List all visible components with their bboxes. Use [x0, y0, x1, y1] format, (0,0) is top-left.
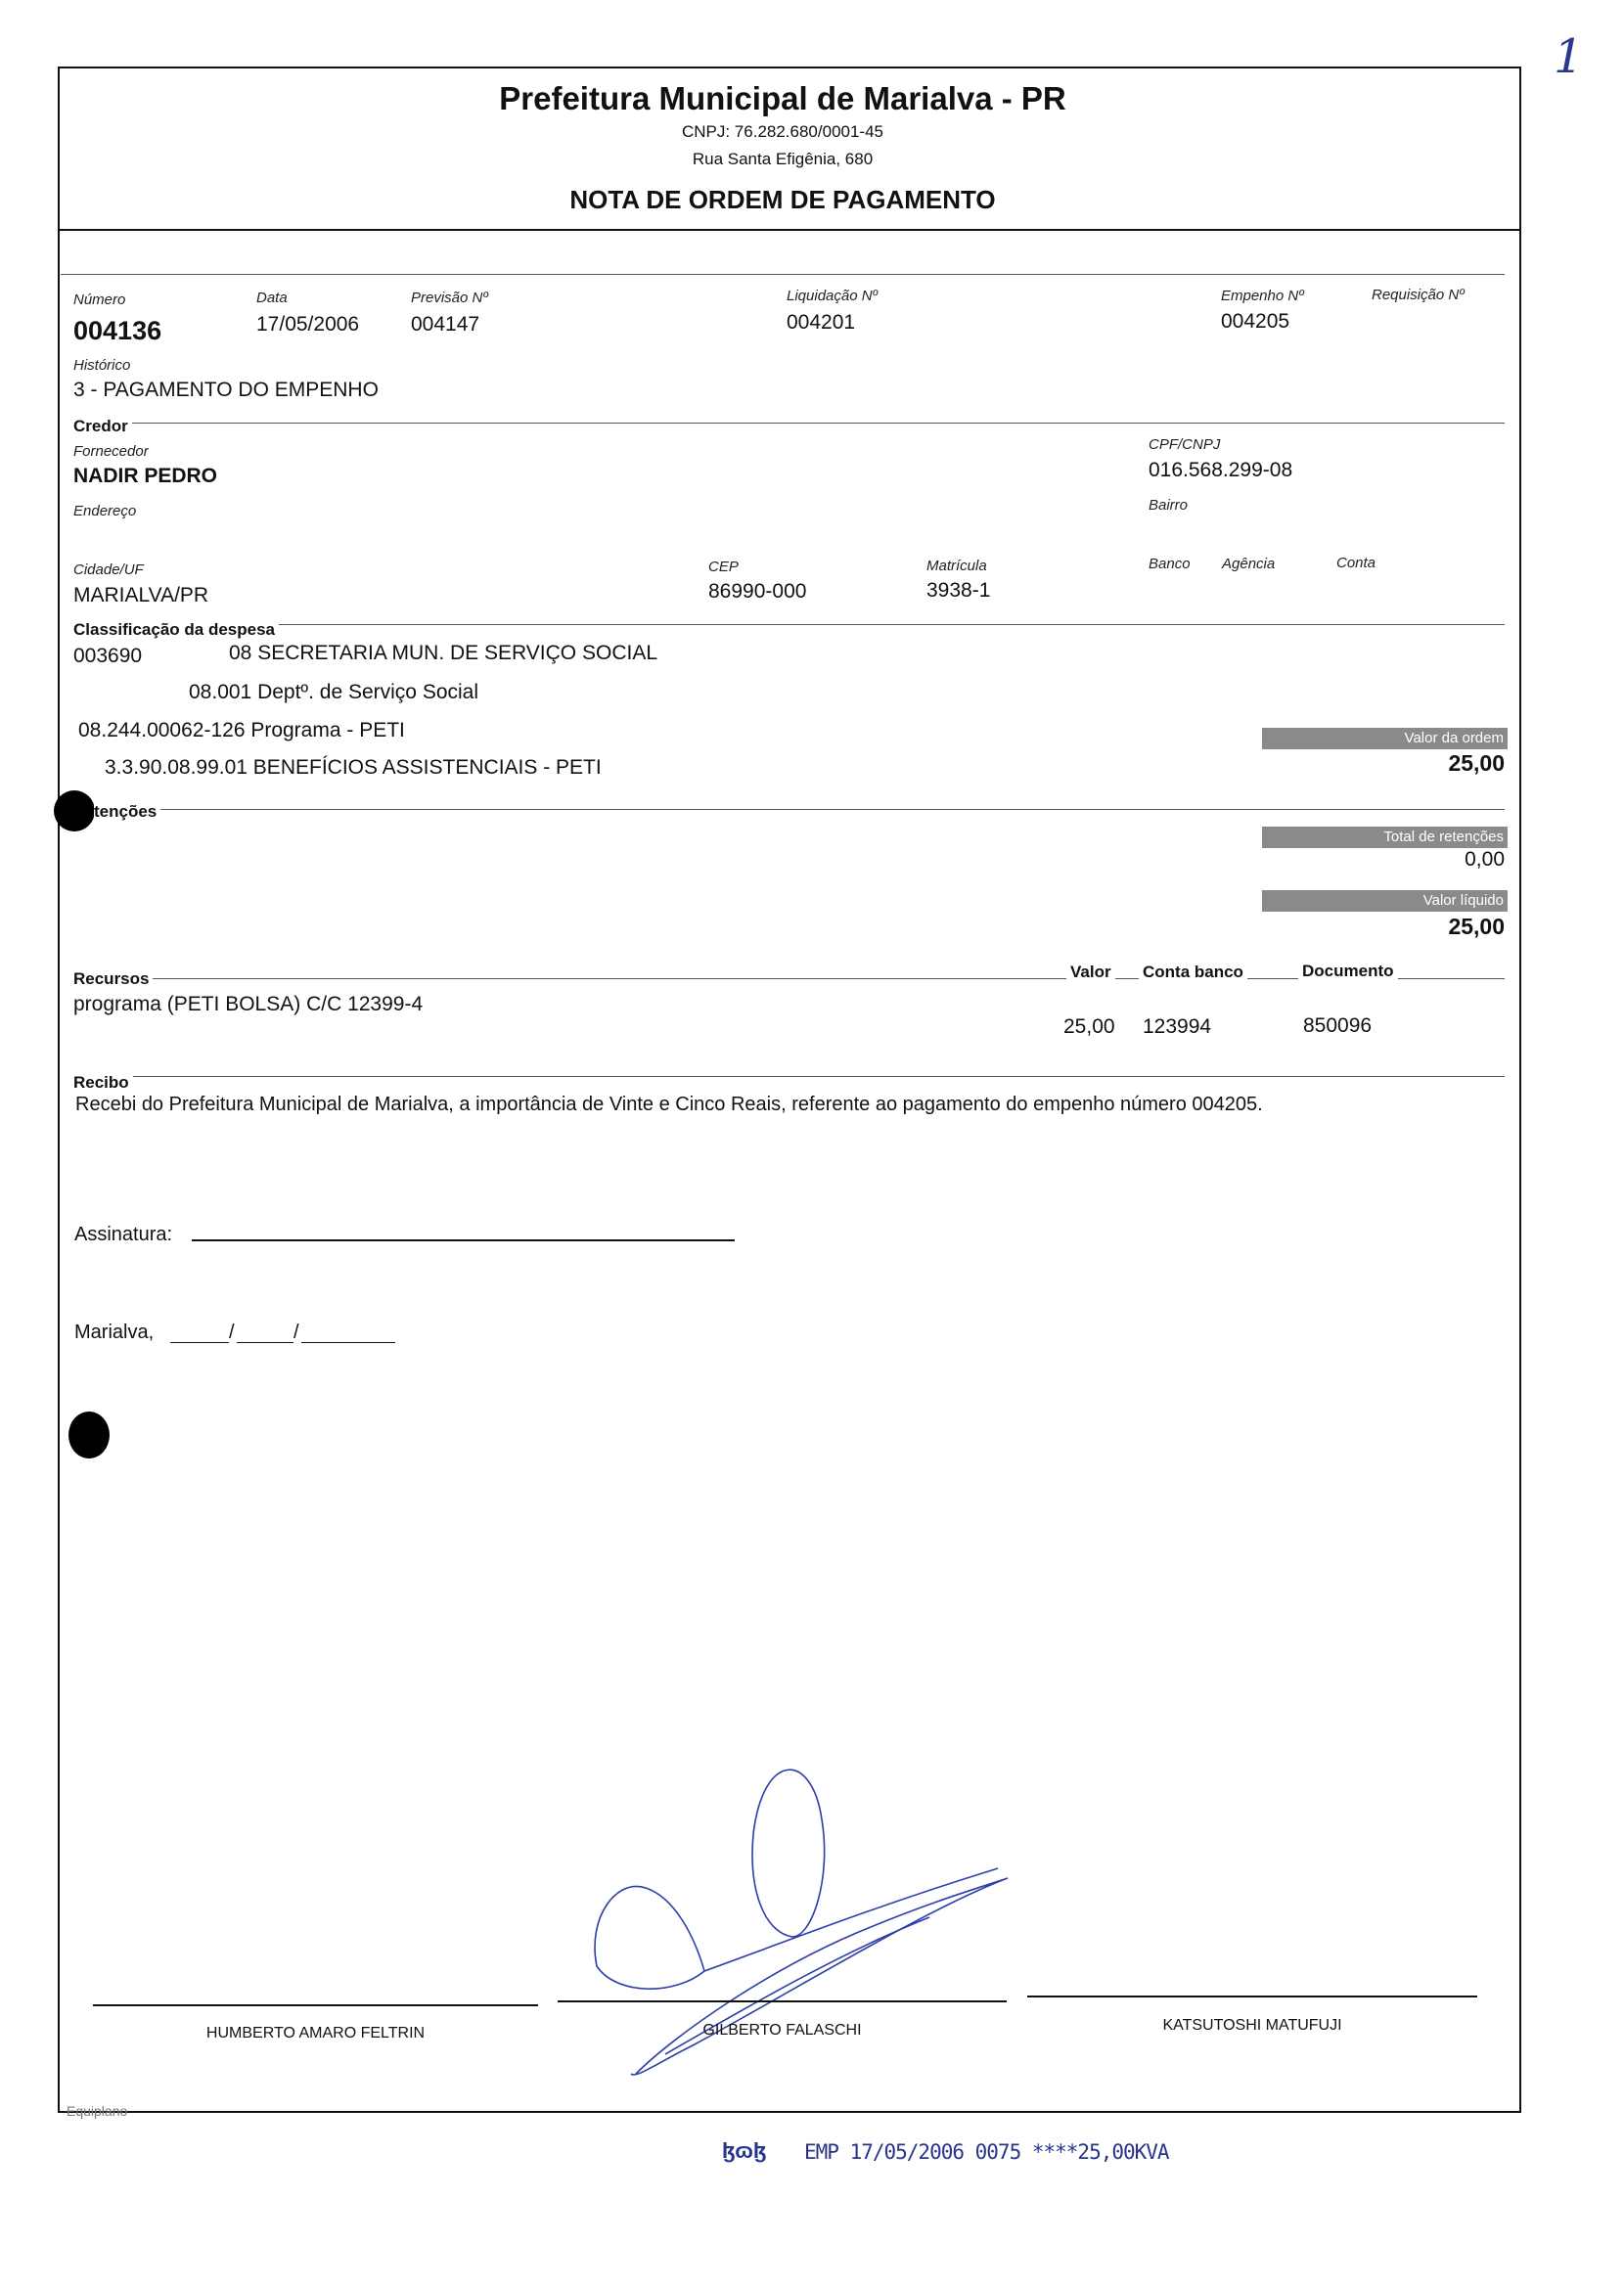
endereco-label: Endereço — [73, 503, 137, 519]
punch-hole-mark-top — [54, 790, 95, 831]
retencoes-rule — [73, 809, 1505, 810]
header-divider — [58, 229, 1521, 231]
header-cnpj: CNPJ: 76.282.680/0001-45 — [681, 122, 884, 141]
signature-name-1: HUMBERTO AMARO FELTRIN — [205, 2025, 426, 2041]
bank-stamp-logo: ɮɷɮ — [722, 2138, 767, 2163]
recibo-section: Recibo — [73, 1073, 133, 1093]
recursos-conta: 123994 — [1143, 1015, 1212, 1038]
historico-label: Histórico — [73, 357, 131, 374]
signature-name-3: KATSUTOSHI MATUFUJI — [1162, 2017, 1342, 2034]
signature-name-2: GILBERTO FALASCHI — [702, 2022, 862, 2039]
classificacao-section: Classificação da despesa — [73, 620, 279, 640]
classificacao-line1: 08 SECRETARIA MUN. DE SERVIÇO SOCIAL — [229, 642, 658, 664]
numero-value: 004136 — [73, 316, 162, 345]
data-value: 17/05/2006 — [256, 313, 360, 336]
document-title: NOTA DE ORDEM DE PAGAMENTO — [569, 185, 996, 214]
requisicao-label: Requisição Nº — [1372, 287, 1465, 303]
recursos-rule — [73, 978, 1505, 979]
signature-line-1 — [93, 2004, 538, 2006]
date-month-line — [237, 1342, 293, 1343]
empenho-label: Empenho Nº — [1221, 288, 1304, 304]
local-label: Marialva, — [74, 1322, 155, 1343]
credor-rule — [73, 423, 1505, 424]
conta-label: Conta — [1336, 555, 1376, 571]
cep-value: 86990-000 — [708, 580, 807, 603]
recursos-descricao: programa (PETI BOLSA) C/C 12399-4 — [73, 993, 424, 1015]
agencia-label: Agência — [1222, 556, 1276, 572]
total-retencoes-value: 0,00 — [1465, 848, 1505, 871]
retencoes-section: tenções — [94, 802, 160, 822]
assinatura-label: Assinatura: — [74, 1224, 173, 1245]
recursos-section: Recursos — [73, 969, 153, 989]
recursos-valor: 25,00 — [1063, 1015, 1115, 1038]
matricula-value: 3938-1 — [926, 579, 991, 602]
signature-line-2 — [558, 2000, 1007, 2002]
date-slash-2: / — [293, 1322, 299, 1343]
bank-stamp-text: EMP 17/05/2006 0075 ****25,00KVA — [804, 2140, 1169, 2164]
empenho-value: 004205 — [1221, 310, 1290, 333]
cidade-value: MARIALVA/PR — [73, 584, 209, 606]
historico-value: 3 - PAGAMENTO DO EMPENHO — [73, 379, 379, 401]
header-address: Rua Santa Efigênia, 680 — [692, 150, 874, 168]
classificacao-line3: 08.244.00062-126 Programa - PETI — [78, 719, 405, 741]
valor-ordem-value: 25,00 — [1448, 750, 1505, 776]
liquidacao-value: 004201 — [787, 311, 856, 334]
cep-label: CEP — [708, 559, 739, 575]
assinatura-line — [192, 1239, 735, 1241]
date-slash-1: / — [229, 1322, 235, 1343]
recursos-valor-col: Valor — [1066, 963, 1115, 982]
software-label: Equiplano — [67, 2103, 128, 2119]
cpf-label: CPF/CNPJ — [1149, 436, 1221, 453]
date-day-line — [170, 1342, 229, 1343]
cpf-value: 016.568.299-08 — [1149, 459, 1293, 481]
recibo-rule — [73, 1076, 1505, 1077]
date-year-line — [301, 1342, 395, 1343]
valor-liquido-label: Valor líquido — [1262, 890, 1508, 912]
recibo-text: Recebi do Prefeitura Municipal de Marialva, a importância de Vinte e Cinco Reais, referente ao pagamento do empenho número 004205. — [75, 1094, 1263, 1115]
fornecedor-value: NADIR PEDRO — [73, 465, 218, 487]
bairro-label: Bairro — [1149, 497, 1189, 514]
cidade-label: Cidade/UF — [73, 561, 144, 578]
handwritten-signature — [577, 1741, 1027, 2093]
classificacao-line4: 3.3.90.08.99.01 BENEFÍCIOS ASSISTENCIAIS - PETI — [105, 756, 602, 779]
fornecedor-label: Fornecedor — [73, 443, 149, 460]
data-label: Data — [256, 290, 288, 306]
matricula-label: Matrícula — [926, 558, 987, 574]
classificacao-line2: 08.001 Deptº. de Serviço Social — [189, 681, 479, 703]
top-rule — [61, 274, 1505, 275]
recursos-documento: 850096 — [1303, 1014, 1373, 1037]
page-title: Prefeitura Municipal de Marialva - PR — [499, 80, 1066, 116]
total-retencoes-label: Total de retenções — [1262, 827, 1508, 848]
valor-ordem-label: Valor da ordem — [1262, 728, 1508, 749]
numero-label: Número — [73, 292, 126, 308]
recursos-conta-col: Conta banco — [1139, 963, 1247, 982]
credor-section: Credor — [73, 417, 132, 436]
recursos-documento-col: Documento — [1298, 962, 1398, 981]
punch-hole-mark-bottom — [68, 1412, 110, 1458]
signature-line-3 — [1027, 1996, 1477, 1997]
liquidacao-label: Liquidação Nº — [787, 288, 879, 304]
previsao-value: 004147 — [411, 313, 480, 336]
valor-liquido-value: 25,00 — [1448, 914, 1505, 939]
banco-label: Banco — [1149, 556, 1191, 572]
previsao-label: Previsão Nº — [411, 290, 488, 306]
corner-handwritten-mark: 1 — [1554, 29, 1584, 84]
classificacao-code: 003690 — [73, 645, 143, 667]
classificacao-rule — [73, 624, 1505, 625]
